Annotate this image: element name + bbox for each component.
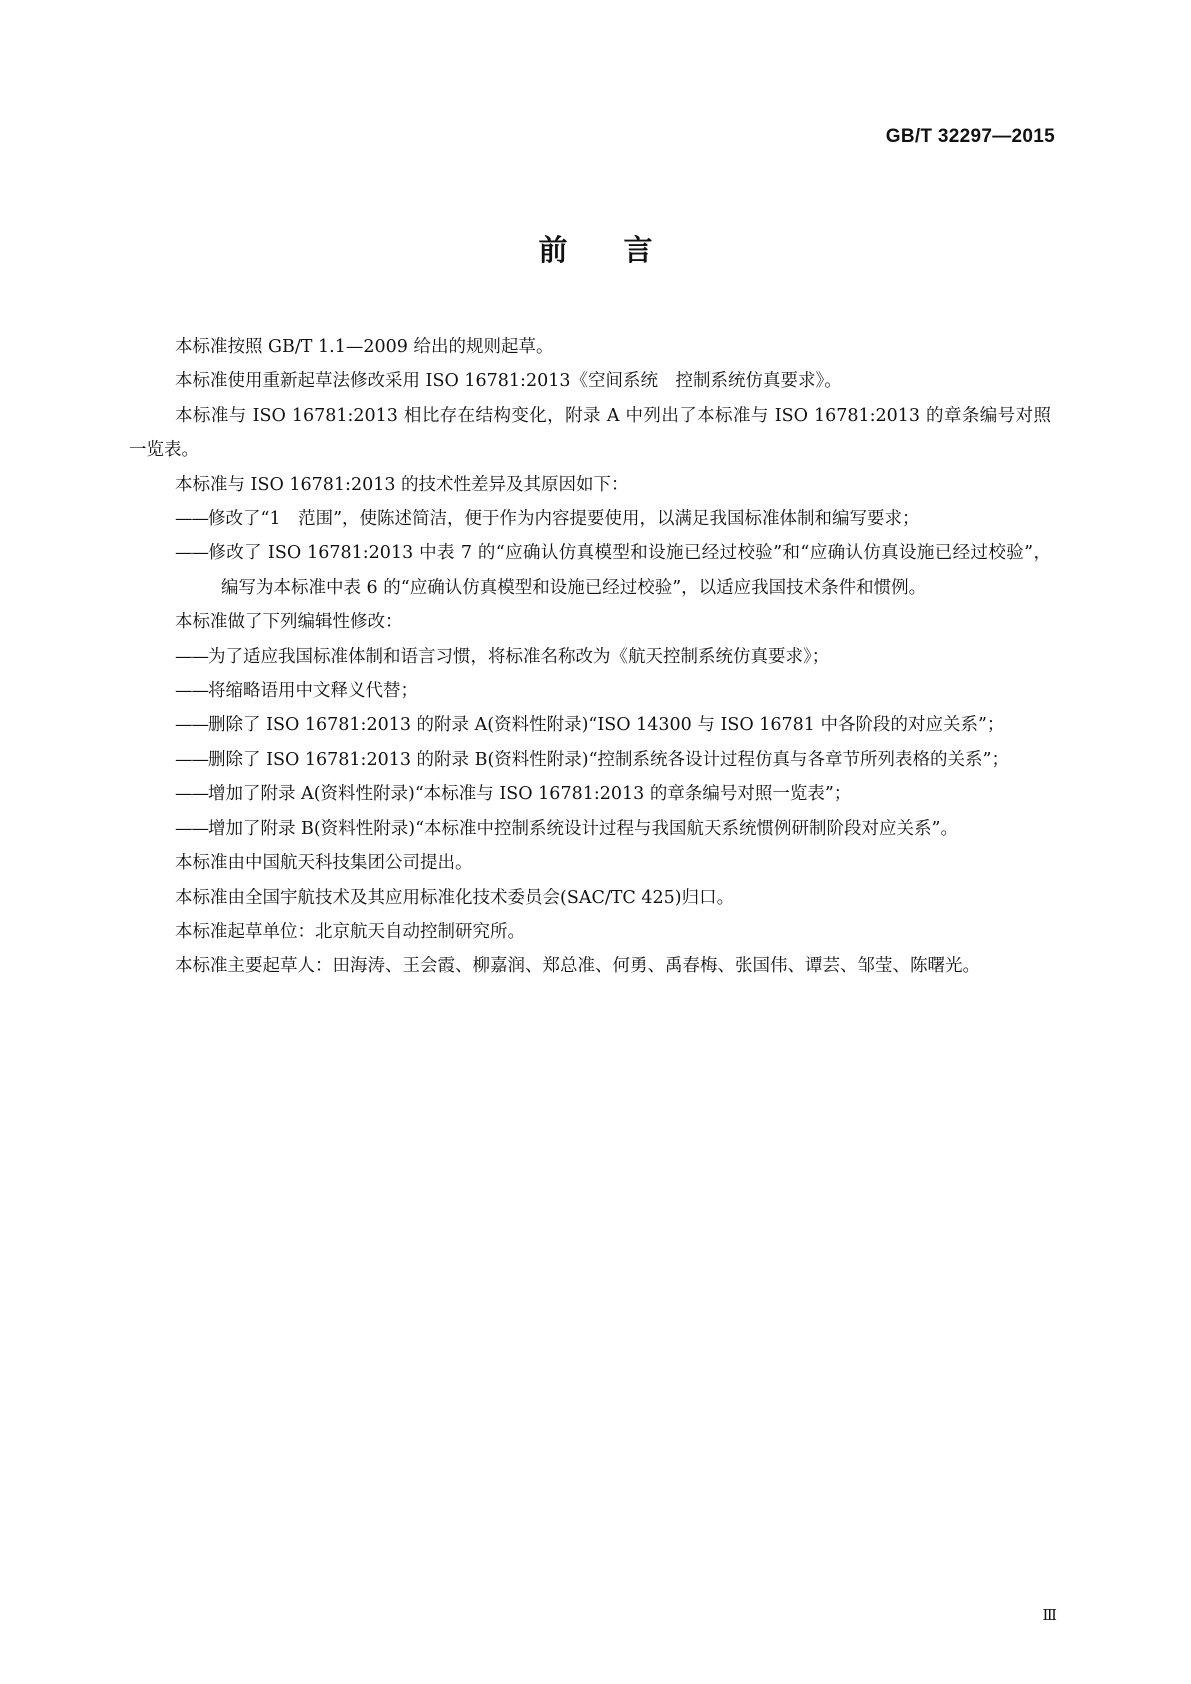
list-dash: —— xyxy=(175,784,208,805)
list-item xyxy=(129,708,1051,742)
list-dash: —— xyxy=(175,681,208,702)
list-item-text: 删除了 ISO 16781:2013 的附录 B(资料性附录)“控制系统各设计过程仿真与各章节所列表格的关系”； xyxy=(208,749,1010,770)
list-item xyxy=(129,502,1051,536)
paragraph: 本标准做了下列编辑性修改： xyxy=(175,612,403,633)
list-item-text: 修改了“1 范围”，使陈述简洁，便于作为内容提要使用，以满足我国标准体制和编写要求； xyxy=(208,509,920,530)
list-dash: —— xyxy=(175,715,208,736)
list-item-text: 为了适应我国标准体制和语言习惯，将标准名称改为《航天控制系统仿真要求》； xyxy=(208,646,830,667)
list-item xyxy=(129,674,1051,708)
list-item-text: 删除了 ISO 16781:2013 的附录 A(资料性附录)“ISO 14300 与 ISO 16781 中各阶段的对应关系”； xyxy=(208,715,1005,736)
list-item-text: 增加了附录 A(资料性附录)“本标准与 ISO 16781:2013 的章条编号对照一览表”； xyxy=(208,784,852,805)
list-item xyxy=(129,743,1051,777)
paragraph: 本标准起草单位：北京航天自动控制研究所。 xyxy=(175,921,525,942)
page-title: 前言 xyxy=(538,233,709,267)
standard-code: GB/T 32297—2015 xyxy=(885,126,1055,147)
list-item xyxy=(129,777,1051,811)
foreword-body xyxy=(129,330,1051,984)
list-item xyxy=(129,812,1051,846)
list-item-text: 增加了附录 B(资料性附录)“本标准中控制系统设计过程与我国航天系统惯例研制阶段对应关系”。 xyxy=(208,818,958,839)
list-dash: —— xyxy=(175,818,208,839)
paragraph: 本标准按照 GB/T 1.1—2009 给出的规则起草。 xyxy=(175,337,554,357)
list-item xyxy=(129,536,1051,605)
paragraph: 本标准主要起草人：田海涛、王会霞、柳嘉润、郑总准、何勇、禹春梅、张国伟、谭芸、邹莹、陈曙光。 xyxy=(175,956,980,977)
paragraph: 本标准与 ISO 16781:2013 相比存在结构变化，附录 A 中列出了本标准与 ISO 16781:2013 的章条编号对照一览表。 xyxy=(129,405,1051,461)
list-item-text: 修改了 ISO 16781:2013 中表 7 的“应确认仿真模型和设施已经过校验”和“应确认仿真设施已经过校验”，编写为本标准中表 6 的“应确认仿真模型和设施已经过校验”，以适应我国技术条件和惯例。 xyxy=(208,543,1051,598)
list-dash: —— xyxy=(175,543,208,564)
list-dash: —— xyxy=(175,646,208,667)
list-item xyxy=(129,640,1051,674)
list-dash: —— xyxy=(175,749,208,770)
list-dash: —— xyxy=(175,509,208,530)
paragraph: 本标准与 ISO 16781:2013 的技术性差异及其原因如下： xyxy=(175,474,629,495)
list-item-text: 将缩略语用中文释义代替； xyxy=(208,681,418,702)
page-number: Ⅲ xyxy=(1042,1606,1057,1624)
paragraph: 本标准由中国航天科技集团公司提出。 xyxy=(175,853,473,874)
paragraph: 本标准使用重新起草法修改采用 ISO 16781:2013《空间系统 控制系统仿真要求》。 xyxy=(175,371,842,392)
paragraph: 本标准由全国宇航技术及其应用标准化技术委员会(SAC/TC 425)归口。 xyxy=(175,887,735,908)
